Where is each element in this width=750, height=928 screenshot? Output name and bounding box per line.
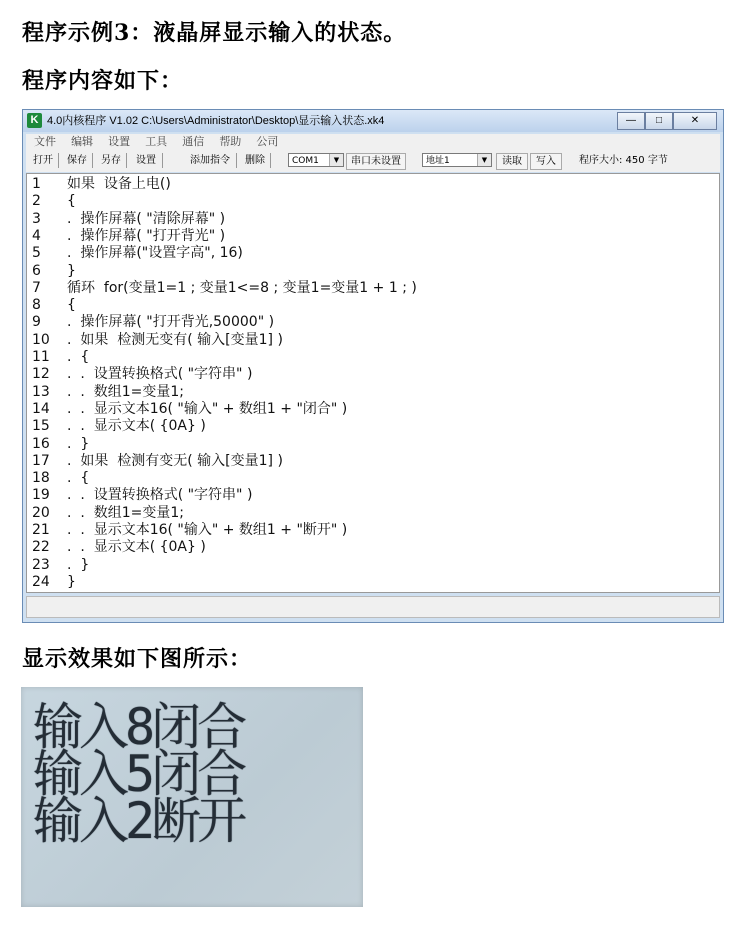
chevron-down-icon: ▼ <box>329 154 343 166</box>
line-number: 9 <box>32 314 41 331</box>
settings-button[interactable]: 设置 <box>130 153 163 168</box>
code-text: . . 设置转换格式( "字符串" ) <box>67 366 253 383</box>
code-text: . . 显示文本( {0A} ) <box>67 539 206 556</box>
minimize-button[interactable]: — <box>617 112 645 130</box>
save-button[interactable]: 保存 <box>62 153 93 168</box>
line-number: 4 <box>32 227 41 244</box>
chevron-down-icon: ▼ <box>477 154 491 166</box>
lcd-text-line: 输入2断开 <box>33 792 244 850</box>
menu-tools[interactable]: 工具 <box>145 136 168 148</box>
address-select[interactable] <box>422 153 492 167</box>
close-button[interactable]: ✕ <box>673 112 717 130</box>
menu-comm[interactable]: 通信 <box>182 136 205 148</box>
lcd-text-line: 输入8闭合 <box>33 698 244 756</box>
code-text: . } <box>67 435 90 452</box>
code-text: . } <box>67 556 90 573</box>
result-heading: 显示效果如下图所示： <box>22 646 253 672</box>
line-number: 1 <box>32 176 41 192</box>
code-text: 循环 for(变量1=1 ; 变量1<=8 ; 变量1=变量1 + 1 ; ) <box>67 279 417 296</box>
code-text: . . 设置转换格式( "字符串" ) <box>67 487 253 504</box>
line-number: 12 <box>32 366 50 383</box>
port-status-button[interactable]: 串口未设置 <box>346 153 406 170</box>
code-text: { <box>67 193 76 210</box>
lcd-text-line: 输入5闭合 <box>33 745 244 803</box>
content-heading: 程序内容如下： <box>22 68 184 94</box>
code-text: . { <box>67 470 90 487</box>
line-number: 6 <box>32 262 41 279</box>
line-number: 23 <box>32 556 50 573</box>
code-text: . . 数组1=变量1; <box>67 504 184 521</box>
line-number: 10 <box>32 331 50 348</box>
write-button[interactable]: 写入 <box>530 153 562 170</box>
delete-button[interactable]: 删除 <box>240 153 271 168</box>
window-title: 4.0内核程序 V1.02 C:\Users\Administrator\Desktop\显示输入状态.xk4 <box>47 115 385 127</box>
program-size-label: 程序大小: 450 字节 <box>579 155 668 166</box>
line-number: 21 <box>32 522 50 538</box>
save-as-button[interactable]: 另存 <box>96 153 127 168</box>
menu-help[interactable]: 帮助 <box>219 136 242 148</box>
menu-file[interactable]: 文件 <box>34 136 56 148</box>
code-text: . { <box>67 349 90 365</box>
code-text: } <box>67 262 76 279</box>
line-number: 3 <box>32 210 41 227</box>
line-number: 11 <box>32 349 50 365</box>
read-button[interactable]: 读取 <box>496 153 528 170</box>
address-value: 地址1 <box>426 156 450 166</box>
menu-settings[interactable]: 设置 <box>108 136 131 148</box>
line-number: 15 <box>32 418 50 435</box>
app-icon: K <box>27 113 42 128</box>
line-number: 8 <box>32 297 41 314</box>
lcd-display <box>21 687 363 907</box>
example-heading: 程序示例3：液晶屏显示输入的状态。 <box>22 20 407 46</box>
line-number: 13 <box>32 383 50 400</box>
title-bar[interactable] <box>23 110 723 132</box>
code-text: } <box>67 573 76 590</box>
add-command-button[interactable]: 添加指令 <box>184 153 237 168</box>
com-port-select[interactable] <box>288 153 344 167</box>
code-text: . 操作屏幕("设置字高", 16) <box>67 245 243 262</box>
line-number: 14 <box>32 400 50 417</box>
code-text: . 操作屏幕( "打开背光,50000" ) <box>67 314 275 331</box>
line-number: 19 <box>32 487 50 504</box>
open-button[interactable]: 打开 <box>28 153 59 168</box>
menu-bar <box>26 134 720 150</box>
code-text: . 操作屏幕( "清除屏幕" ) <box>67 210 226 227</box>
code-editor[interactable] <box>26 173 720 593</box>
code-text: . . 显示文本16( "输入" + 数组1 + "闭合" ) <box>67 400 348 417</box>
code-text: . . 显示文本( {0A} ) <box>67 418 206 435</box>
code-text: 如果 设备上电() <box>67 176 171 192</box>
line-number: 18 <box>32 470 50 487</box>
line-number: 2 <box>32 193 41 210</box>
line-number: 17 <box>32 452 50 469</box>
toolbar <box>26 150 720 172</box>
menu-edit[interactable]: 编辑 <box>71 136 94 148</box>
line-number: 22 <box>32 539 50 556</box>
line-number: 7 <box>32 279 41 296</box>
line-number: 20 <box>32 504 50 521</box>
com-port-value: COM1 <box>292 156 319 166</box>
code-text: . 如果 检测无变有( 输入[变量1] ) <box>67 331 283 348</box>
line-number: 24 <box>32 573 50 590</box>
menu-company[interactable]: 公司 <box>256 136 279 148</box>
code-text: { <box>67 297 76 314</box>
program-editor-window <box>22 109 724 623</box>
code-text: . . 显示文本16( "输入" + 数组1 + "断开" ) <box>67 522 348 538</box>
status-bar <box>26 596 720 618</box>
maximize-button[interactable]: □ <box>645 112 673 130</box>
code-text: . 如果 检测有变无( 输入[变量1] ) <box>67 452 283 469</box>
code-text: . . 数组1=变量1; <box>67 383 184 400</box>
line-number: 5 <box>32 245 41 262</box>
code-text: . 操作屏幕( "打开背光" ) <box>67 227 226 244</box>
line-number: 16 <box>32 435 50 452</box>
